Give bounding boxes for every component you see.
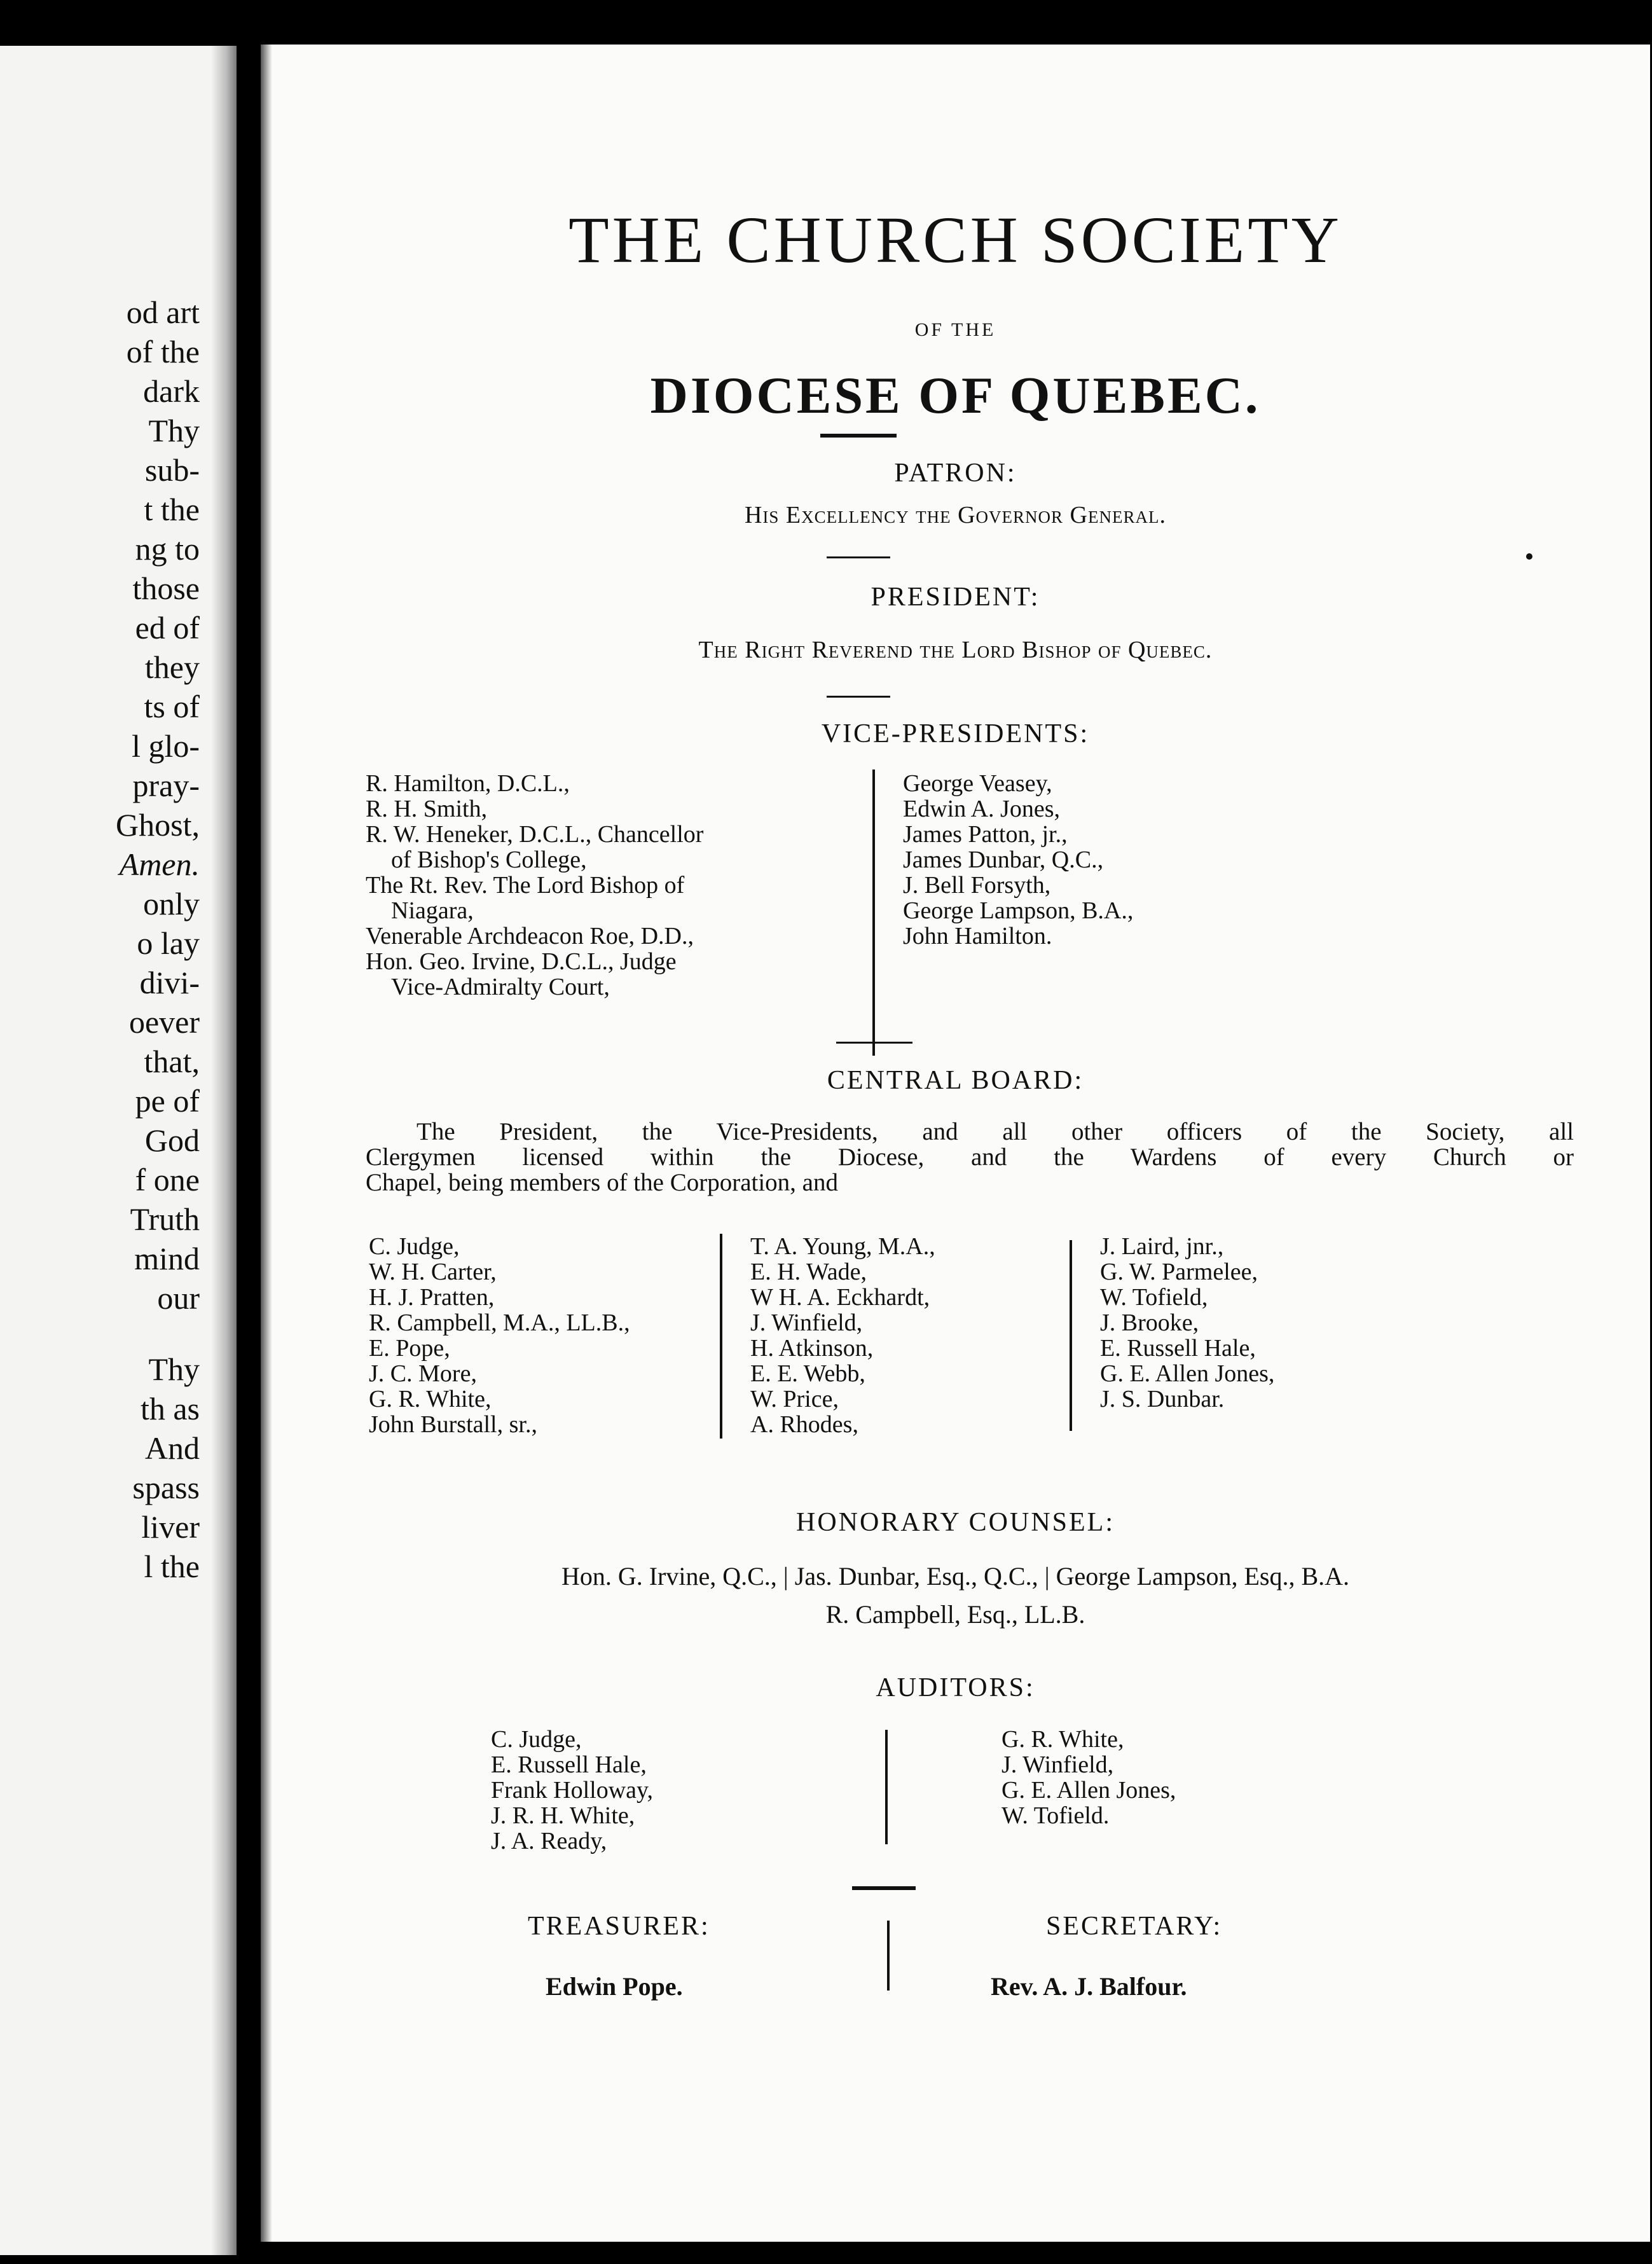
divider [836,1042,912,1044]
vice-president: George Lampson, B.A., [903,897,1134,924]
honorary-counsel-line2: R. Campbell, Esq., LL.B. [825,1600,1085,1629]
board-member: J. Winfield, [750,1309,863,1336]
left-line-gap [116,1318,200,1349]
president-heading: PRESIDENT: [871,583,1040,612]
vice-president: George Veasey, [903,770,1052,797]
left-line: o lay [137,925,200,961]
left-line: spass [132,1470,200,1505]
honorary-counsel-heading: HONORARY COUNSEL: [796,1508,1115,1537]
left-line: ts of [144,689,200,724]
ink-speck [1526,553,1532,560]
left-line: Thy [148,1351,200,1387]
book-gutter [211,46,237,2255]
column-divider [720,1234,722,1439]
left-line: our [157,1280,200,1316]
left-line: liver [141,1509,200,1545]
board-member: W H. A. Eckhardt, [750,1284,930,1311]
auditor: J. Winfield, [1002,1751,1114,1778]
central-board-col2 [750,1234,935,1437]
left-line: only [143,886,200,921]
left-line: Amen. [119,846,200,882]
intro-line: Clergymen licensed within the Diocese, and the Wardens of every Church or [366,1143,1574,1171]
board-member: H. Atkinson, [750,1335,874,1362]
secretary-heading: SECRETARY: [1046,1912,1223,1941]
right-page [261,45,1650,2242]
auditor: G. R. White, [1002,1726,1124,1753]
vice-president: R. H. Smith, [366,796,488,822]
secretary-name: Rev. A. J. Balfour. [991,1972,1187,2001]
central-board-col3 [1100,1234,1274,1412]
central-board-intro [366,1119,1574,1196]
auditor: J. R. H. White, [491,1802,635,1829]
auditor: E. Russell Hale, [491,1751,647,1778]
left-line: l the [144,1549,200,1584]
left-line: pray- [132,768,200,803]
auditor: Frank Holloway, [491,1777,654,1804]
patron-heading: PATRON: [894,459,1017,488]
left-line: they [144,649,200,685]
divider [852,1886,916,1890]
left-line: th as [140,1391,200,1426]
auditors-left [491,1727,653,1854]
board-member: E. Russell Hale, [1100,1335,1256,1362]
intro-line: Chapel, being members of the Corporation, and [366,1169,838,1196]
divider [827,696,890,698]
vice-president: James Dunbar, Q.C., [903,846,1104,873]
treasurer-name: Edwin Pope. [546,1972,683,2001]
vice-president: Vice-Admiralty Court, [391,974,610,1000]
column-divider [1070,1240,1072,1431]
left-line: t the [144,492,200,527]
left-line: divi- [139,965,200,1000]
vice-presidents-right [903,771,1133,949]
board-member: J. C. More, [369,1360,477,1387]
board-member: A. Rhodes, [750,1411,858,1438]
divider [827,556,890,558]
central-board-heading: CENTRAL BOARD: [827,1066,1084,1095]
board-member: W. Tofield, [1100,1284,1208,1311]
left-line: dark [143,373,200,409]
board-member: E. Pope, [369,1335,450,1362]
board-member: W. Price, [750,1386,839,1412]
board-member: C. Judge, [369,1233,460,1260]
left-line: of the [126,334,200,369]
of-the-line: OF THE [914,319,996,340]
auditor: J. A. Ready, [491,1828,607,1854]
left-page [0,46,237,2255]
left-line: Truth [130,1201,200,1237]
left-line: Ghost, [116,807,200,843]
board-member: J. S. Dunbar. [1100,1386,1225,1412]
vice-presidents-left [366,771,703,1000]
board-member: R. Campbell, M.A., LL.B., [369,1309,630,1336]
column-divider [887,1921,890,1991]
president-text: The Right Reverend the Lord Bishop of Quebec. [698,637,1213,663]
left-line: God [144,1122,200,1158]
vice-president: Niagara, [391,897,474,924]
left-line: l glo- [132,728,200,764]
column-divider [872,770,875,1056]
diocese-title: DIOCESE OF QUEBEC. [650,366,1261,424]
vice-presidents-heading: VICE-PRESIDENTS: [821,719,1090,749]
board-member: G. R. White, [369,1386,492,1412]
left-line: od art [126,294,200,330]
page-title: THE CHURCH SOCIETY [568,204,1342,277]
left-line: ng to [135,531,200,567]
board-member: G. W. Parmelee, [1100,1259,1258,1285]
patron-text: His Excellency the Governor General. [744,502,1166,528]
board-member: E. E. Webb, [750,1360,865,1387]
vice-president: of Bishop's College, [391,846,587,873]
left-page-text [116,293,200,1586]
auditor: C. Judge, [491,1726,582,1753]
vice-president: J. Bell Forsyth, [903,872,1051,899]
column-divider [885,1730,888,1844]
board-member: T. A. Young, M.A., [750,1233,935,1260]
board-member: G. E. Allen Jones, [1100,1360,1275,1387]
left-line: Thy [148,413,200,448]
auditor: G. E. Allen Jones, [1002,1777,1176,1804]
board-member: J. Laird, jnr., [1100,1233,1224,1260]
divider [820,434,897,438]
central-board-col1 [369,1234,630,1437]
auditors-right [1002,1727,1176,1828]
treasurer-heading: TREASURER: [528,1912,710,1941]
vice-president: Venerable Archdeacon Roe, D.D., [366,923,694,949]
left-line: ed of [135,610,200,645]
vice-president: R. Hamilton, D.C.L., [366,770,570,797]
vice-president: R. W. Heneker, D.C.L., Chancellor [366,821,704,848]
board-member: H. J. Pratten, [369,1284,495,1311]
vice-president: Hon. Geo. Irvine, D.C.L., Judge [366,948,677,975]
auditors-heading: AUDITORS: [876,1673,1035,1702]
board-member: J. Brooke, [1100,1309,1199,1336]
honorary-counsel-line1: Hon. G. Irvine, Q.C., | Jas. Dunbar, Esq., Q.C., | George Lampson, Esq., B.A. [561,1562,1350,1591]
intro-line: The President, the Vice-Presidents, and all other officers of the Society, all [416,1118,1574,1145]
auditor: W. Tofield. [1002,1802,1110,1829]
left-line: f one [135,1162,200,1198]
board-member: W. H. Carter, [369,1259,497,1285]
vice-president: Edwin A. Jones, [903,796,1060,822]
left-line: those [132,570,200,606]
board-member: E. H. Wade, [750,1259,867,1285]
left-line: mind [134,1241,200,1276]
left-line: sub- [144,452,200,488]
left-line: pe of [135,1083,200,1119]
board-member: John Burstall, sr., [369,1411,537,1438]
vice-president: John Hamilton. [903,923,1052,949]
left-line: And [144,1430,200,1466]
left-line: that, [144,1044,200,1079]
vice-president: The Rt. Rev. The Lord Bishop of [366,872,685,899]
left-line: oever [128,1004,200,1040]
vice-president: James Patton, jr., [903,821,1068,848]
